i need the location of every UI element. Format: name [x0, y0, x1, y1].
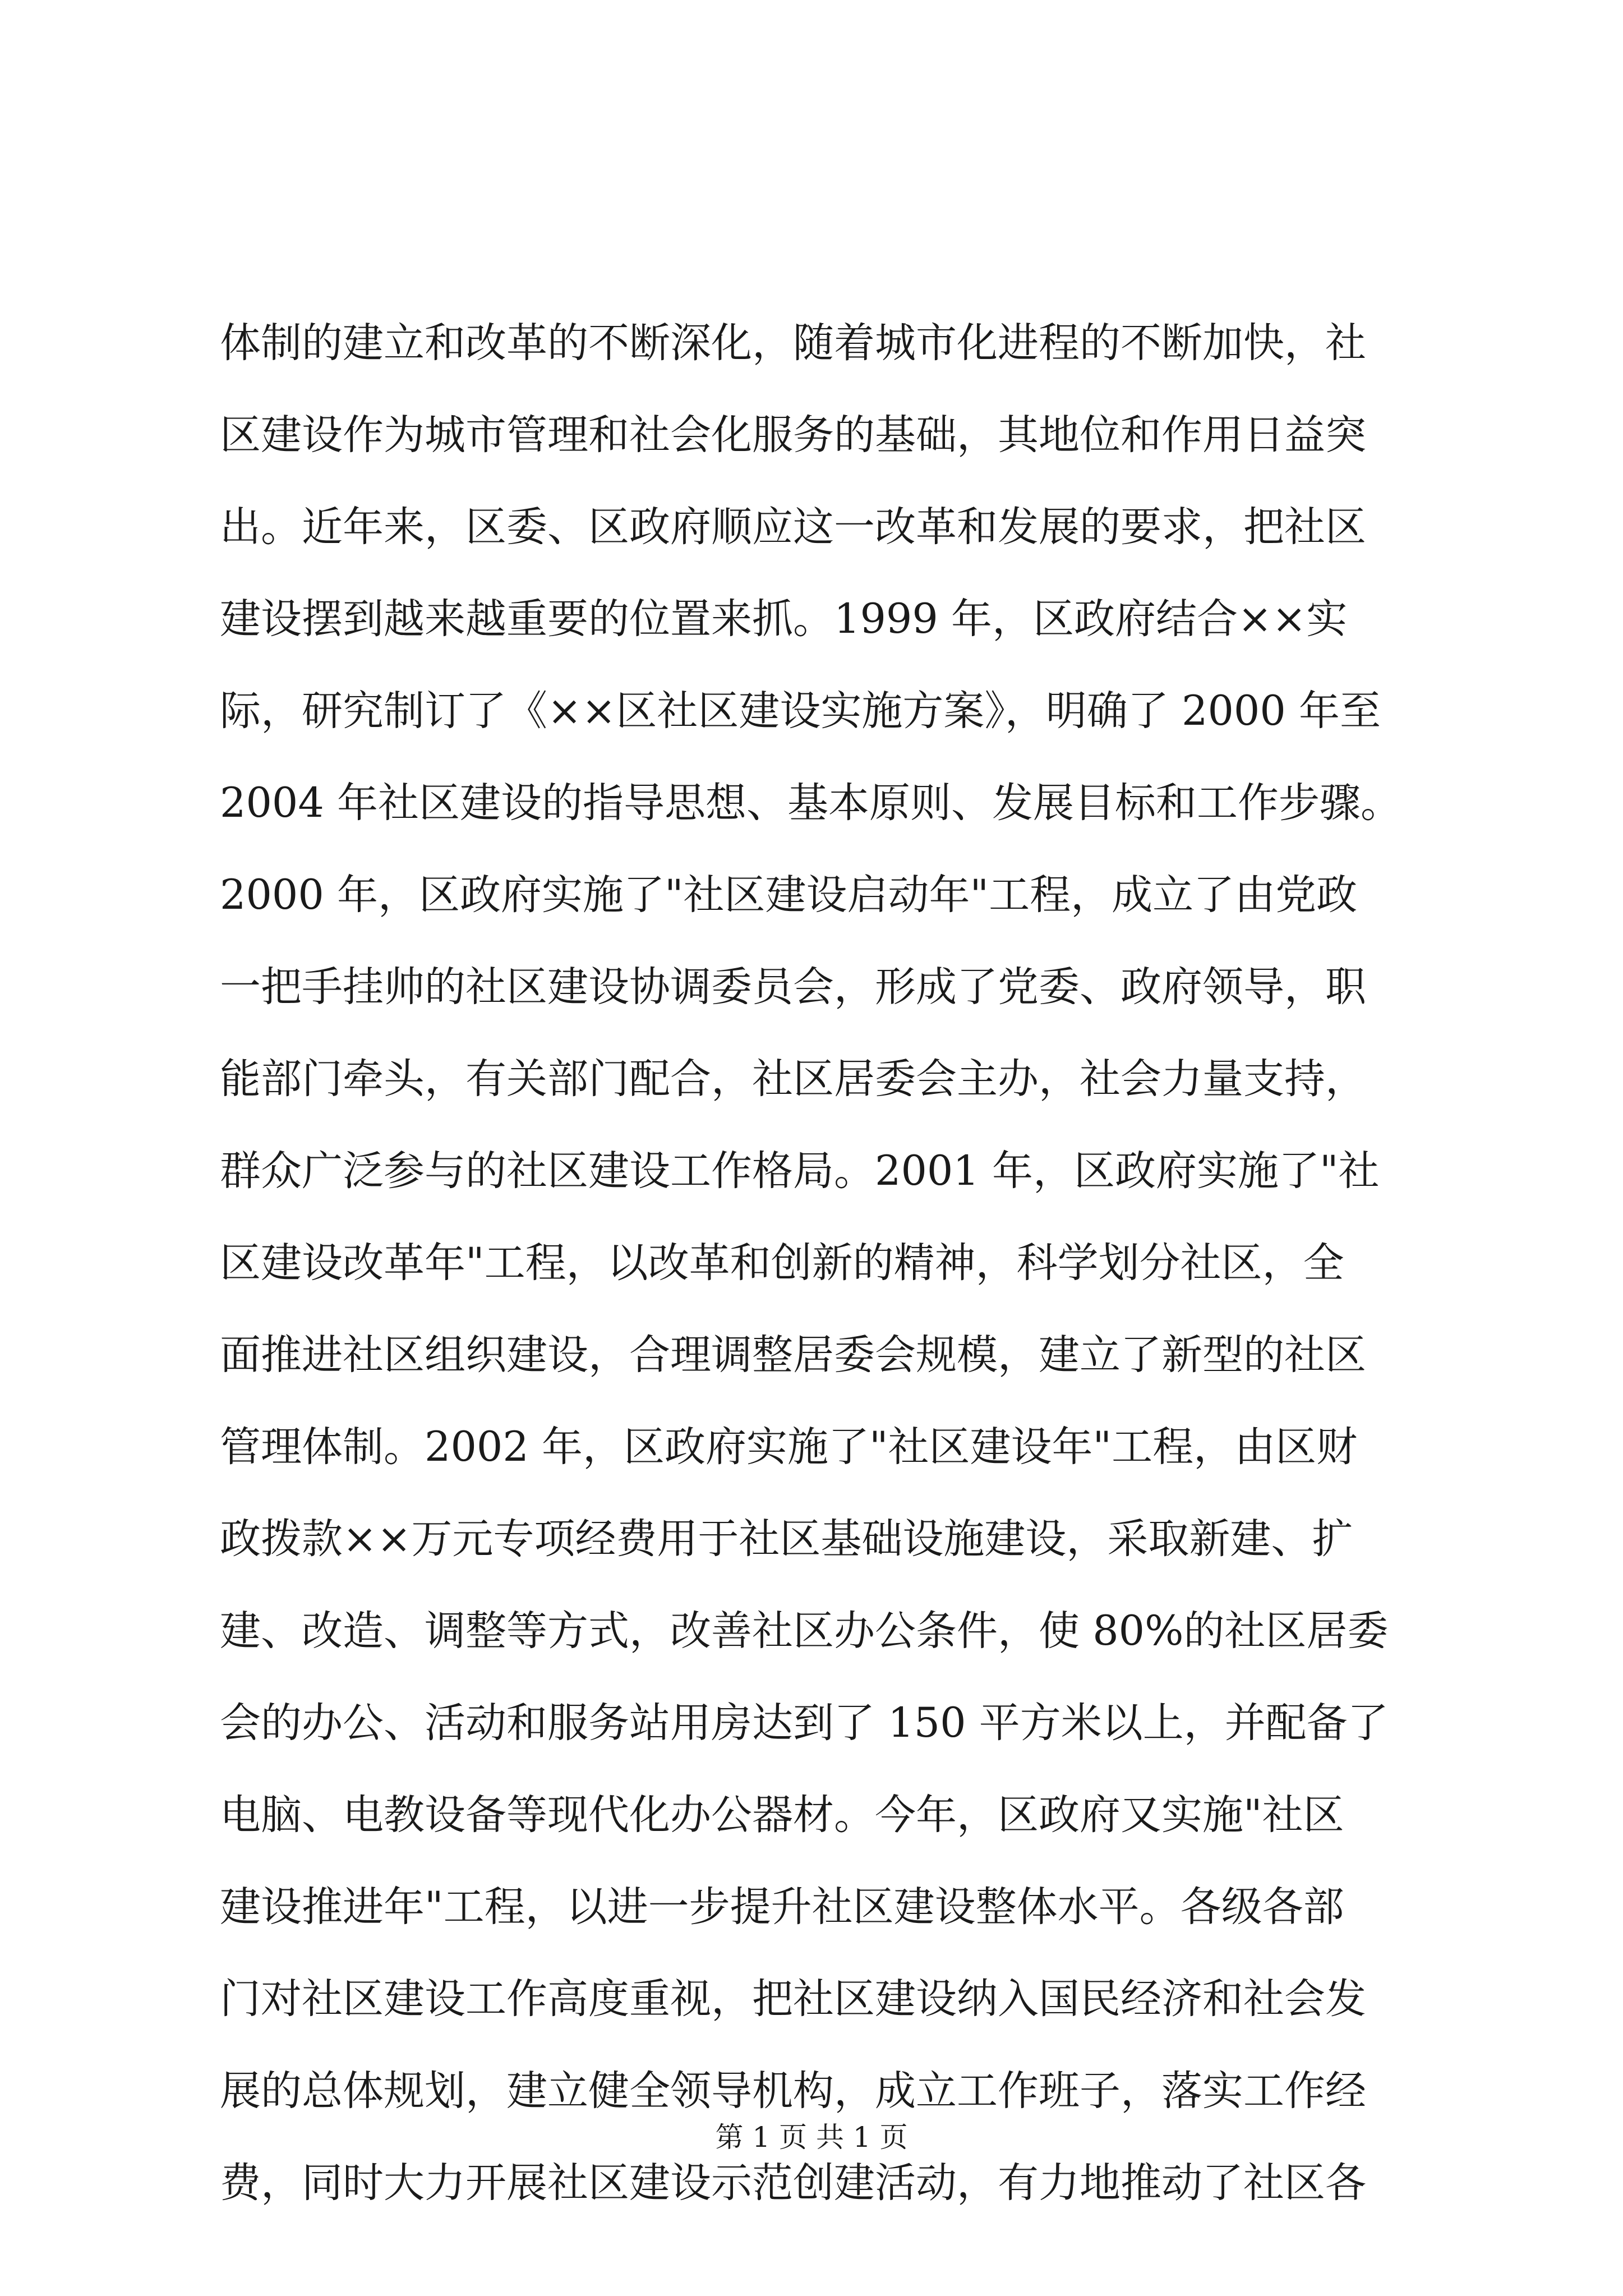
- text-line: 体制的建立和改革的不断深化，随着城市化进程的不断加快，社: [220, 319, 1366, 367]
- text-line: 2000 年，区政府实施了"社区建设启动年"工程，成立了由党政: [220, 871, 1358, 919]
- text-line: 一把手挂帅的社区建设协调委员会，形成了党委、政府领导，职: [220, 963, 1366, 1011]
- text-line: 会的办公、活动和服务站用房达到了 150 平方米以上，并配备了: [220, 1699, 1389, 1747]
- text-line: 群众广泛参与的社区建设工作格局。2001 年，区政府实施了"社: [220, 1147, 1380, 1195]
- text-line: 区建设改革年"工程，以改革和创新的精神，科学划分社区，全: [220, 1239, 1344, 1287]
- text-line: 际，研究制订了《××区社区建设实施方案》，明确了 2000 年至: [220, 687, 1381, 735]
- text-line: 管理体制。2002 年，区政府实施了"社区建设年"工程，由区财: [220, 1423, 1358, 1471]
- text-line: 建设推进年"工程，以进一步提升社区建设整体水平。各级各部: [220, 1883, 1344, 1931]
- text-line: 展的总体规划，建立健全领导机构，成立工作班子，落实工作经: [220, 2067, 1366, 2115]
- text-line: 面推进社区组织建设，合理调整居委会规模，建立了新型的社区: [220, 1331, 1366, 1379]
- text-line: 电脑、电教设备等现代化办公器材。今年，区政府又实施"社区: [220, 1791, 1344, 1839]
- text-line: 建设摆到越来越重要的位置来抓。1999 年，区政府结合××实: [220, 595, 1348, 643]
- text-line: 建、改造、调整等方式，改善社区办公条件，使 80%的社区居委: [220, 1607, 1389, 1655]
- text-line: 区建设作为城市管理和社会化服务的基础，其地位和作用日益突: [220, 411, 1366, 459]
- text-line: 能部门牵头，有关部门配合，社区居委会主办，社会力量支持，: [220, 1055, 1366, 1103]
- page-footer: 第 1 页 共 1 页: [715, 2121, 908, 2154]
- text-line: 费，同时大力开展社区建设示范创建活动，有力地推动了社区各: [220, 2159, 1366, 2207]
- text-line: 门对社区建设工作高度重视，把社区建设纳入国民经济和社会发: [220, 1975, 1366, 2023]
- text-line: 出。近年来，区委、区政府顺应这一改革和发展的要求，把社区: [220, 503, 1366, 551]
- text-line: 2004 年社区建设的指导思想、基本原则、发展目标和工作步骤。: [220, 779, 1401, 827]
- body-text: [220, 297, 1420, 2229]
- text-line: 政拨款××万元专项经费用于社区基础设施建设，采取新建、扩: [220, 1515, 1353, 1563]
